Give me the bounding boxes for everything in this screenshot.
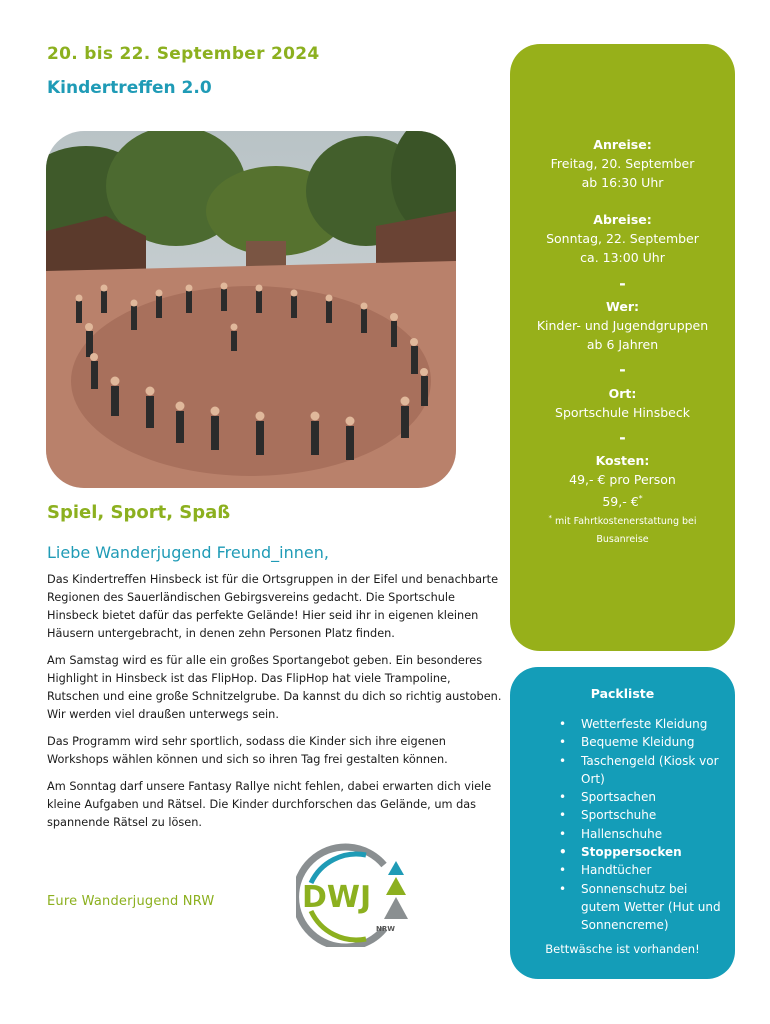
list-item: • Handtücher [556, 861, 721, 879]
footnote-text: mit Fahrtkostenerstattung bei Busanreise [555, 516, 697, 546]
event-date: 20. bis 22. September 2024 [47, 44, 320, 64]
list-item: • Sportschuhe [556, 806, 721, 824]
paragraph: Das Programm wird sehr sportlich, sodass die Kinder sich ihre eigenen Workshops wählen können und sich so ihren Tag frei gestalten können. [47, 735, 448, 766]
cost-line [510, 489, 735, 511]
list-item: • Taschengeld (Kiosk vor Ort) [556, 752, 721, 789]
separator: - [619, 360, 626, 379]
body-text [47, 571, 502, 841]
paragraph: Das Kindertreffen Hinsbeck ist für die Ortsgruppen in der Eifel und benachbarte Regionen des Sauerländischen Gebirgsvereins gedacht. Die Sportschule Hinsbeck bietet dafür das perfekte Gelände! Hier seid ihr in eigenen kleinen Häusern untergebracht, in denen zehn Personen Platz finden. [47, 573, 499, 640]
arrival-block [510, 135, 735, 192]
departure-block [510, 210, 735, 267]
separator: - [619, 428, 626, 447]
dwj-logo [296, 843, 412, 947]
cost-marker: * [638, 494, 643, 503]
who-block [510, 297, 735, 354]
paragraph: Am Sonntag darf unsere Fantasy Rallye nicht fehlen, dabei erwarten dich viele kleine Aufgaben und Rätsel. Die Kinder durchforschen das Gelände, um das spannende Rätsel zu lösen. [47, 780, 492, 829]
packing-box [510, 667, 735, 979]
cost-footnote [530, 509, 715, 549]
departure-label: Abreise: [593, 212, 652, 227]
place-value: Sportschule Hinsbeck [555, 405, 690, 420]
list-item: • Wetterfeste Kleidung [556, 715, 721, 733]
who-label: Wer: [606, 299, 639, 314]
greeting: Liebe Wanderjugend Freund_innen, [47, 543, 329, 562]
cost-line: 49,- € pro Person [569, 472, 676, 487]
list-item: • Hallenschuhe [556, 825, 721, 843]
packing-note: Bettwäsche ist vorhanden! [545, 942, 700, 956]
arrival-label: Anreise: [593, 137, 652, 152]
event-name: Kindertreffen 2.0 [47, 78, 212, 98]
who-line: ab 6 Jahren [586, 337, 659, 352]
list-item: • Sportsachen [556, 788, 721, 806]
separator: - [619, 274, 626, 293]
arrival-time: ab 16:30 Uhr [581, 175, 664, 190]
cost-line2: 59,- € [602, 494, 639, 510]
departure-time: ca. 13:00 Uhr [580, 250, 665, 265]
list-item: • Bequeme Kleidung [556, 733, 721, 751]
info-box [510, 44, 735, 651]
cost-label: Kosten: [595, 453, 650, 468]
cost-block [510, 451, 735, 511]
place-block [510, 384, 735, 422]
footnote-marker: * [548, 514, 552, 522]
list-item: • Sonnenschutz bei gutem Wetter (Hut und Sonnencreme) [556, 880, 721, 935]
list-item: • Stoppersocken [556, 843, 721, 861]
who-line: Kinder- und Jugendgruppen [536, 318, 709, 333]
signoff: Eure Wanderjugend NRW [47, 894, 215, 909]
section-subtitle: Spiel, Sport, Spaß [47, 502, 231, 523]
place-label: Ort: [608, 386, 637, 401]
departure-day: Sonntag, 22. September [546, 231, 699, 246]
packing-title: Packliste [590, 686, 655, 701]
group-photo [46, 131, 456, 488]
logo-sub: NRW [376, 925, 395, 933]
logo-letters: DWJ [302, 880, 372, 915]
paragraph: Am Samstag wird es für alle ein großes Sportangebot geben. Ein besonderes Highlight in Hinsbeck ist das FlipHop. Das FlipHop hat viele Trampoline, Rutschen und eine große Schnitzelgrube. Da kannst du dich so richtig austoben. Wir werden viel draußen unterwegs sein. [47, 654, 502, 721]
arrival-day: Freitag, 20. September [550, 156, 695, 171]
packing-list [556, 715, 721, 935]
